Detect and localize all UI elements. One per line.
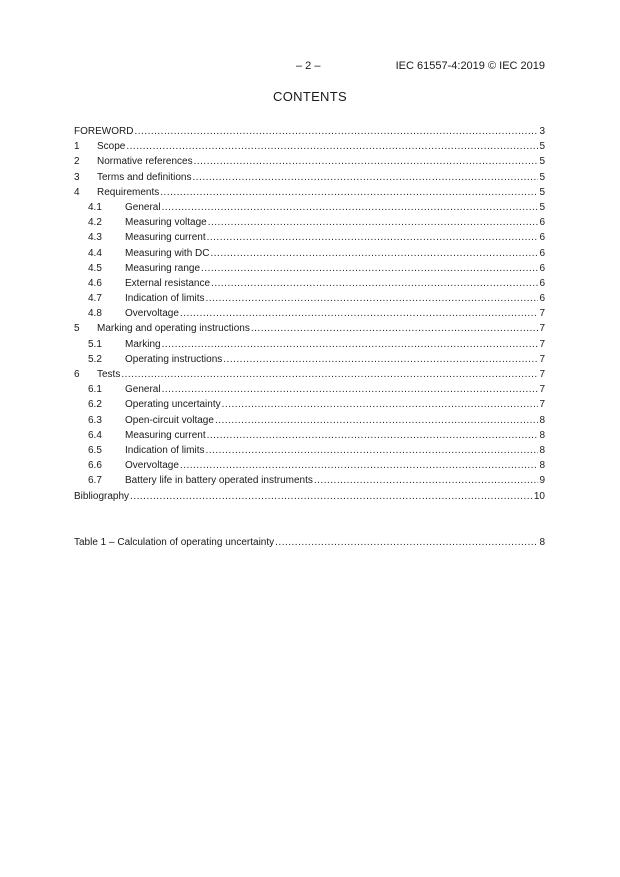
dot-leader	[162, 337, 539, 352]
toc-entry-title: Measuring current	[125, 232, 206, 244]
page-number: – 2 –	[296, 60, 321, 72]
toc-entry-number: 6.3	[88, 414, 102, 426]
toc-entry[interactable]	[74, 397, 545, 412]
dot-leader	[126, 139, 538, 154]
toc-entry-page: 6	[539, 232, 545, 244]
dot-leader	[205, 443, 538, 458]
toc-entry[interactable]	[74, 261, 545, 276]
document-id: IEC 61557-4:2019 © IEC 2019	[395, 60, 545, 72]
toc-entry-number: 4.7	[88, 293, 102, 305]
toc-entry-title: Indication of limits	[125, 293, 205, 305]
dot-leader	[207, 428, 539, 443]
toc-entry-title: Marking	[125, 338, 161, 350]
dot-leader	[180, 306, 539, 321]
list-of-tables	[74, 535, 545, 550]
toc-entry-number: 3	[74, 171, 80, 183]
toc-entry[interactable]	[74, 473, 545, 488]
contents-title: CONTENTS	[273, 89, 347, 104]
toc-entry-number: 4	[74, 186, 80, 198]
toc-entry-title: Overvoltage	[125, 460, 179, 472]
toc-entry-title: Requirements	[97, 186, 160, 198]
toc-entry-page: 8	[539, 414, 545, 426]
dot-leader	[193, 170, 539, 185]
toc-entry-title: Bibliography	[74, 490, 130, 502]
toc-entry[interactable]	[74, 154, 545, 169]
toc-entry-page: 8	[539, 460, 545, 472]
toc-entry-number: 4.4	[88, 247, 102, 259]
toc-entry-page: 5	[539, 171, 545, 183]
toc-entry-page: 7	[539, 353, 545, 365]
dot-leader	[223, 352, 538, 367]
dot-leader	[160, 185, 538, 200]
dot-leader	[211, 276, 538, 291]
toc-entry-number: 6.4	[88, 429, 102, 441]
toc-entry-number: 5.2	[88, 353, 102, 365]
toc-entry-page: 5	[539, 141, 545, 153]
dot-leader	[210, 246, 538, 261]
toc-entry[interactable]	[74, 276, 545, 291]
dot-leader	[215, 413, 539, 428]
dot-leader	[251, 321, 539, 336]
dot-leader	[180, 458, 539, 473]
toc-entry-number: 4.8	[88, 308, 102, 320]
toc-entry-title: General	[125, 384, 161, 396]
toc-entry-title: Measuring current	[125, 429, 206, 441]
toc-entry-title: External resistance	[125, 277, 211, 289]
toc-entry[interactable]	[74, 367, 545, 382]
toc-entry[interactable]	[74, 458, 545, 473]
toc-entry[interactable]	[74, 185, 545, 200]
toc-entry-page: 8	[539, 537, 545, 548]
toc-entry-number: 4.2	[88, 217, 102, 229]
toc-entry-number: 4.6	[88, 277, 102, 289]
toc-entry[interactable]	[74, 489, 545, 504]
toc-entry[interactable]	[74, 215, 545, 230]
toc-entry[interactable]	[74, 337, 545, 352]
dot-leader	[194, 154, 539, 169]
toc-entry-number: 5.1	[88, 338, 102, 350]
toc-entry-page: 5	[539, 201, 545, 213]
toc-entry-number: 2	[74, 156, 80, 168]
toc-entry-page: 6	[539, 262, 545, 274]
toc-entry-title: Battery life in battery operated instruments	[125, 475, 313, 487]
toc-entry[interactable]	[74, 443, 545, 458]
toc-entry-page: 8	[539, 444, 545, 456]
toc-entry-page: 7	[539, 308, 545, 320]
toc-entry-page: 9	[539, 475, 545, 487]
dot-leader	[222, 397, 539, 412]
toc-entry-number: 5	[74, 323, 80, 335]
toc-entry-title: Open-circuit voltage	[125, 414, 214, 426]
toc-entry[interactable]	[74, 200, 545, 215]
toc-entry-title: Scope	[97, 141, 126, 153]
toc-entry[interactable]	[74, 428, 545, 443]
toc-entry-number: 6.2	[88, 399, 102, 411]
toc-entry-number: 1	[74, 141, 80, 153]
toc-entry-number: 6.7	[88, 475, 102, 487]
toc-entry-page: 3	[539, 126, 545, 137]
toc-entry-number: 6.6	[88, 460, 102, 472]
toc-entry[interactable]	[74, 413, 545, 428]
dot-leader	[275, 535, 538, 550]
toc-entry[interactable]	[74, 170, 545, 185]
dot-leader	[314, 473, 539, 488]
toc-entry-title: Marking and operating instructions	[97, 323, 250, 335]
toc-entry[interactable]	[74, 246, 545, 261]
dot-leader	[201, 261, 538, 276]
dot-leader	[162, 382, 539, 397]
toc-entry-page: 7	[539, 338, 545, 350]
toc-entry-title: Measuring with DC	[125, 247, 210, 259]
dot-leader	[205, 291, 538, 306]
toc-entry-page: 7	[539, 399, 545, 411]
toc-entry[interactable]	[74, 230, 545, 245]
toc-entry-page: 7	[539, 369, 545, 380]
toc-entry-number: 6.5	[88, 444, 102, 456]
toc-entry-title: Overvoltage	[125, 308, 179, 320]
dot-leader	[130, 489, 533, 504]
toc-entry-title: Tests	[97, 369, 121, 380]
dot-leader	[121, 367, 538, 382]
dot-leader	[207, 230, 539, 245]
toc-entry-page: 7	[539, 384, 545, 396]
toc-entry-title: Operating uncertainty	[125, 399, 221, 411]
toc-entry-title: Table 1 – Calculation of operating uncertainty	[74, 537, 275, 548]
dot-leader	[134, 124, 538, 139]
toc-entry-page: 6	[539, 293, 545, 305]
toc-entry[interactable]	[74, 306, 545, 321]
toc-entry-title: General	[125, 201, 161, 213]
toc-entry-number: 4.3	[88, 232, 102, 244]
dot-leader	[162, 200, 539, 215]
toc-entry[interactable]	[74, 535, 545, 550]
toc-entry[interactable]	[74, 291, 545, 306]
dot-leader	[208, 215, 539, 230]
toc-entry[interactable]	[74, 124, 545, 139]
toc-entry-title: Terms and definitions	[97, 171, 192, 183]
toc-entry-page: 5	[539, 186, 545, 198]
toc-entry-page: 6	[539, 247, 545, 259]
toc-entry-page: 8	[539, 429, 545, 441]
toc-entry-page: 7	[539, 323, 545, 335]
toc-entry-number: 6	[74, 369, 80, 380]
table-of-contents	[74, 124, 545, 504]
toc-entry[interactable]	[74, 352, 545, 367]
toc-entry-title: Operating instructions	[125, 353, 223, 365]
toc-entry-number: 4.5	[88, 262, 102, 274]
toc-entry-page: 6	[539, 277, 545, 289]
toc-entry[interactable]	[74, 382, 545, 397]
toc-entry-page: 6	[539, 217, 545, 229]
toc-entry-title: FOREWORD	[74, 126, 134, 137]
toc-entry-page: 5	[539, 156, 545, 168]
toc-entry-title: Measuring range	[125, 262, 201, 274]
toc-entry-page: 10	[533, 490, 545, 502]
toc-entry[interactable]	[74, 139, 545, 154]
toc-entry-number: 4.1	[88, 201, 102, 213]
toc-entry[interactable]	[74, 321, 545, 336]
toc-entry-title: Measuring voltage	[125, 217, 207, 229]
toc-entry-title: Indication of limits	[125, 444, 205, 456]
toc-entry-number: 6.1	[88, 384, 102, 396]
toc-entry-title: Normative references	[97, 156, 193, 168]
